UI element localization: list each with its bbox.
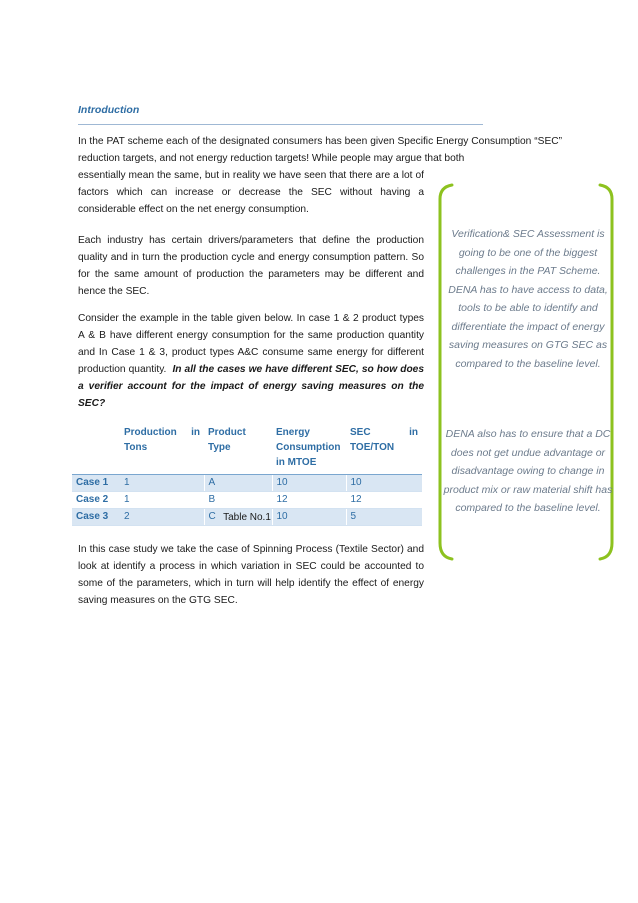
header-case bbox=[72, 422, 120, 475]
type-cell: C bbox=[204, 509, 272, 526]
header-production-label: Production bbox=[124, 427, 177, 438]
sec-table bbox=[72, 422, 422, 526]
header-sec-unit: TOE/TON bbox=[350, 442, 395, 453]
heading-underline bbox=[78, 124, 483, 125]
production-cell: 1 bbox=[120, 492, 204, 509]
case-study-paragraph: In this case study we take the case of Spinning Process (Textile Sector) and look at identify a process in which variation in SEC could be accounted to some of the parameters, which in turn will help identify the effect of energy saving measures on the GTG SEC. bbox=[78, 544, 424, 606]
energy-cell: 10 bbox=[272, 475, 346, 492]
intro-paragraph-line-a: In the PAT scheme each of the designated consumers has been given Specific Energy Consumption “SEC” reduction targets, and not energy reduction targets! While people may argue that both bbox=[78, 136, 562, 164]
table-caption: Table No.1 bbox=[223, 512, 271, 523]
header-sec-label: SEC bbox=[350, 427, 371, 438]
type-cell: B bbox=[204, 492, 272, 509]
case-cell: Case 2 bbox=[72, 492, 120, 509]
header-production bbox=[120, 422, 204, 475]
sec-cell: 12 bbox=[346, 492, 422, 509]
production-cell: 2 bbox=[120, 509, 204, 526]
header-energy: Energy Consumption in MTOE bbox=[272, 422, 346, 475]
header-production-unit: Tons bbox=[124, 442, 148, 453]
callout-dena-text: DENA also has to ensure that a DC does not get undue advantage or disadvantage owing to change in product mix or raw material shift has compared to the baseline level. bbox=[443, 428, 613, 514]
drivers-paragraph: Each industry has certain drivers/parameters that define the production quality and in turn the production cycle and energy consumption pattern. So for the same amount of production the parameters may be different and hence the SEC. bbox=[78, 235, 424, 297]
example-paragraph bbox=[78, 310, 424, 412]
energy-cell: 12 bbox=[272, 492, 346, 509]
table-row bbox=[72, 475, 422, 492]
example-emphasis: In all the cases we have different SEC, so how does a verifier account for the impact of energy saving measures on the SEC? bbox=[78, 364, 424, 409]
sidebar-callout bbox=[430, 183, 622, 561]
header-production-in: in bbox=[191, 427, 200, 438]
callout-verification-text: Verification& SEC Assessment is going to be one of the biggest challenges in the PAT Scheme. DENA has to have access to data, tools to be able to identify and differentiate the impact of energy saving measures on GTG SEC as compared to the baseline level. bbox=[448, 228, 608, 370]
sec-cell: 5 bbox=[346, 509, 422, 526]
example-text: Consider the example in the table given below. In case 1 & 2 product types A & B have different energy consumption for the same production quantity and In Case 1 & 3, product types A&C consume same energy for different production quantity. bbox=[78, 313, 424, 375]
sec-cell: 10 bbox=[346, 475, 422, 492]
case-cell: Case 1 bbox=[72, 475, 120, 492]
production-cell: 1 bbox=[120, 475, 204, 492]
type-cell: A bbox=[204, 475, 272, 492]
table-row bbox=[72, 492, 422, 509]
header-sec bbox=[346, 422, 422, 475]
energy-cell: 10 bbox=[272, 509, 346, 526]
intro-paragraph-line-b: essentially mean the same, but in reality we have seen that there are a lot of factors which can increase or decrease the SEC without having a considerable effect on the net energy consumption. bbox=[78, 170, 424, 215]
section-heading: Introduction bbox=[78, 104, 140, 116]
case-cell: Case 3 bbox=[72, 509, 120, 526]
table-header-row bbox=[72, 422, 422, 475]
header-sec-in: in bbox=[409, 427, 418, 438]
header-product-type: Product Type bbox=[204, 422, 272, 475]
